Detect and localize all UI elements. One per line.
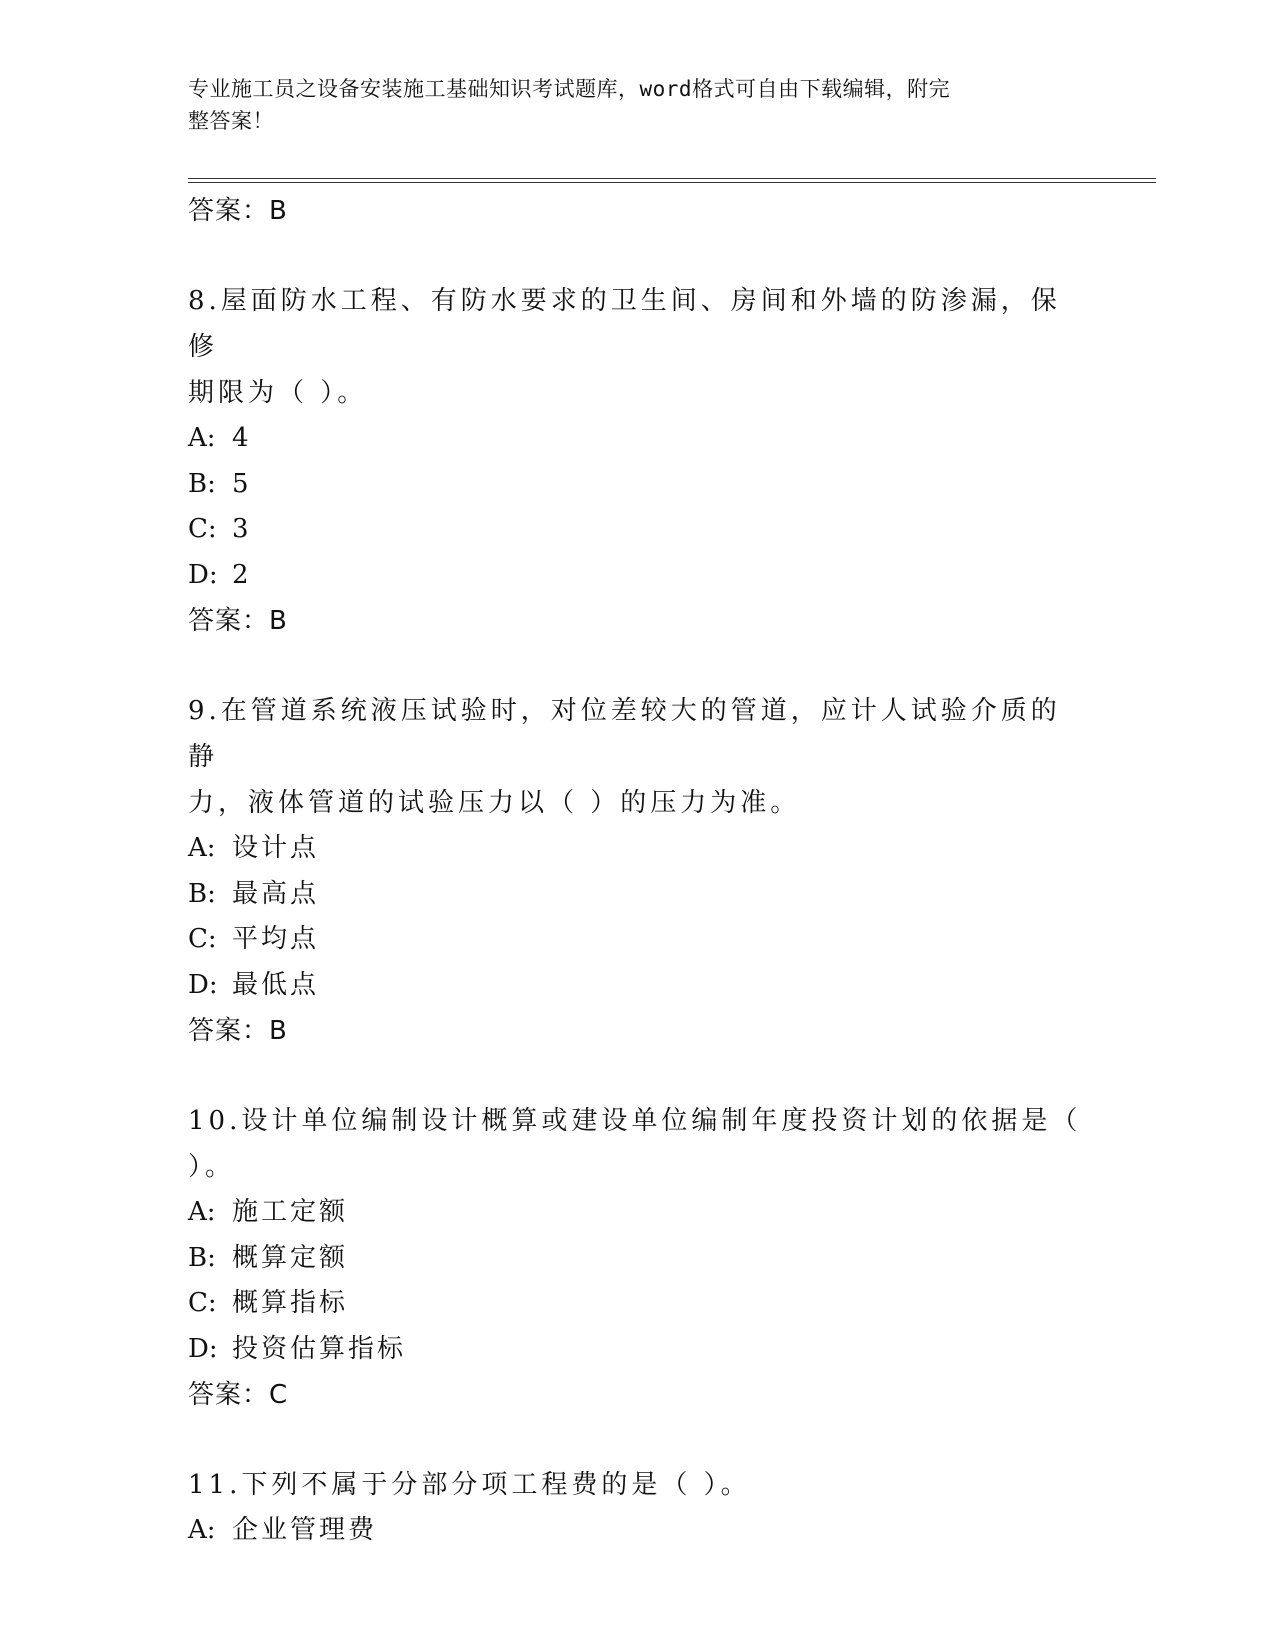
question-8 xyxy=(188,278,1088,644)
option-c: C: 概算指标 xyxy=(188,1288,349,1318)
question-stem: 8.屋面防水工程、有防水要求的卫生间、房间和外墙的防渗漏，保修 xyxy=(188,286,1061,362)
answer-line: 答案：B xyxy=(188,606,288,636)
answer-line: 答案：C xyxy=(188,1380,289,1410)
question-stem: 10.设计单位编制设计概算或建设单位编制年度投资计划的依据是（ xyxy=(188,1106,1082,1136)
option-c: C: 3 xyxy=(188,514,252,544)
question-10 xyxy=(188,1098,1088,1418)
answer-line: 答案：B xyxy=(188,196,288,226)
option-b: B: 概算定额 xyxy=(188,1242,349,1273)
question-11 xyxy=(188,1462,1088,1554)
header-divider-top xyxy=(188,178,1156,179)
document-header xyxy=(188,73,1068,137)
option-a: A: 4 xyxy=(188,423,252,453)
option-b: B: 最高点 xyxy=(188,878,320,909)
option-a: A: 企业管理费 xyxy=(188,1515,378,1545)
document-body xyxy=(188,188,1088,1554)
option-b: B: 5 xyxy=(188,468,252,499)
header-line-1: 专业施工员之设备安装施工基础知识考试题库，word格式可自由下载编辑，附完 xyxy=(188,77,951,101)
question-stem: 9.在管道系统液压试验时，对位差较大的管道，应计人试验介质的静 xyxy=(188,696,1061,772)
question-stem: 11.下列不属于分部分项工程费的是（ ）。 xyxy=(188,1470,751,1500)
option-d: D: 投资估算指标 xyxy=(188,1333,407,1364)
option-c: C: 平均点 xyxy=(188,924,320,954)
question-stem-continued: 期限为（ ）。 xyxy=(188,378,368,408)
answer-line: 答案：B xyxy=(188,1016,288,1046)
option-a: A: 设计点 xyxy=(188,833,320,863)
option-d: D: 最低点 xyxy=(188,969,320,1000)
option-d: D: 2 xyxy=(188,559,252,590)
question-stem-continued: 力，液体管道的试验压力以（ ）的压力为准。 xyxy=(188,788,801,818)
option-a: A: 施工定额 xyxy=(188,1197,349,1227)
question-stem-continued: ）。 xyxy=(188,1152,236,1182)
header-divider-bottom xyxy=(188,182,1156,183)
question-9 xyxy=(188,688,1088,1054)
header-line-2: 整答案！ xyxy=(188,109,274,133)
